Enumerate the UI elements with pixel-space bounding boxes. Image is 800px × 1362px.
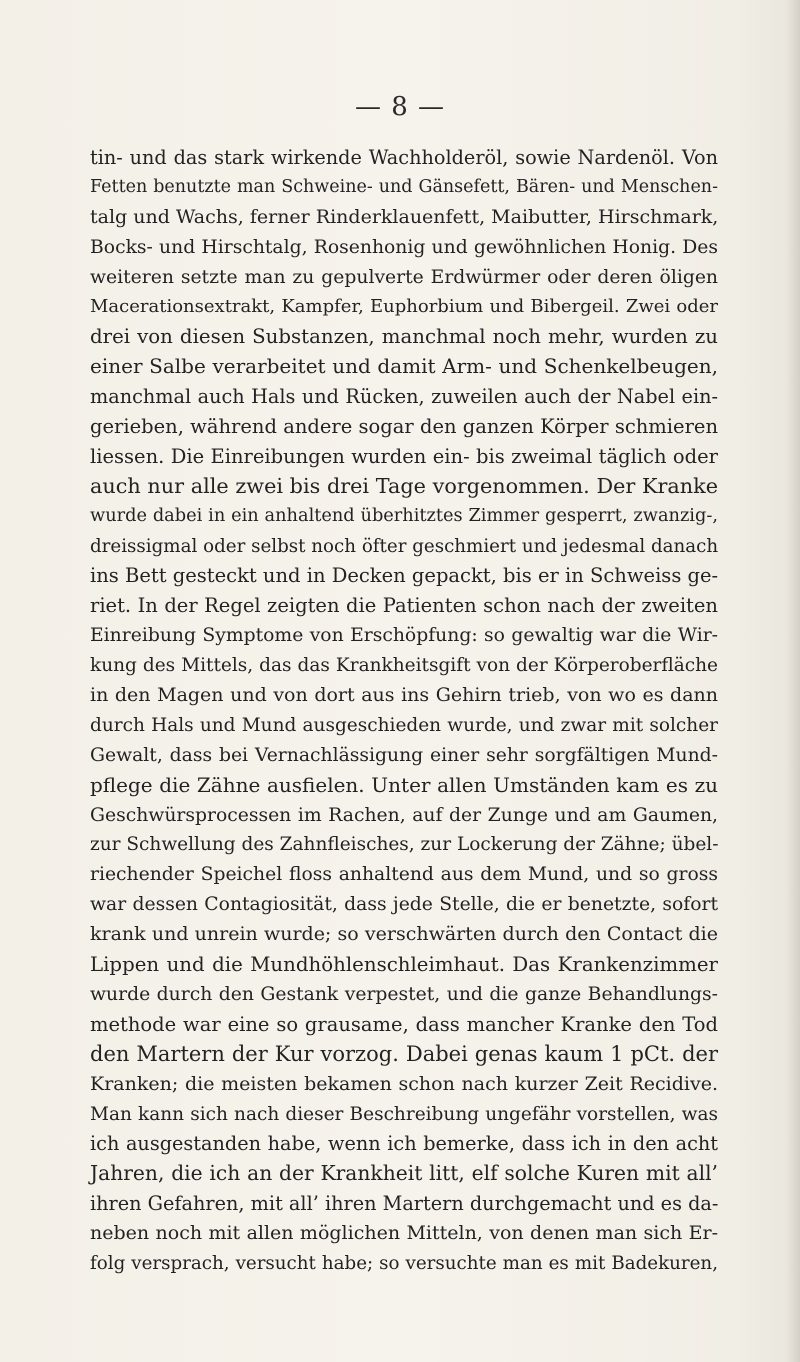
text-line: Macerationsextrakt, Kampfer, Euphorbium und Bibergeil. Zwei oder (90, 296, 718, 318)
text-line: Geschwürsprocessen im Rachen, auf der Zunge und am Gaumen, (90, 804, 718, 826)
text-line: zur Schwellung des Zahnfleisches, zur Lockerung der Zähne; übel- (90, 834, 719, 856)
text-line: pflege die Zähne ausfielen. Unter allen Umständen kam es zu (90, 772, 718, 797)
text-line: ihren Gefahren, mit all’ ihren Martern durchgemacht und es da- (90, 1192, 719, 1216)
text-line: weiteren setzte man zu gepulverte Erdwürmer oder deren öligen (90, 266, 718, 288)
text-line: auch nur alle zwei bis drei Tage vorgenommen. Der Kranke (90, 473, 718, 498)
text-line: liessen. Die Einreibungen wurden ein- bis zweimal täglich oder (90, 444, 718, 468)
text-line: dreissigmal oder selbst noch öfter geschmiert und jedesmal danach (90, 535, 719, 557)
text-line: manchmal auch Hals und Rücken, zuweilen auch der Nabel ein- (90, 385, 718, 409)
text-line: Jahren, die ich an der Krankheit litt, elf solche Kuren mit all’ (90, 1161, 718, 1186)
text-line: ich ausgestanden habe, wenn ich bemerke, dass ich in den acht (90, 1132, 718, 1156)
text-line: folg versprach, versucht habe; so versuchte man es mit Badekuren, (90, 1252, 718, 1274)
text-line: gerieben, während andere sogar den ganzen Körper schmieren (90, 415, 718, 439)
text-line: Gewalt, dass bei Vernachlässigung einer sehr sorgfältigen Mund- (90, 744, 718, 766)
page-number: — 8 — (354, 92, 446, 122)
text-line: talg und Wachs, ferner Rinderklauenfett, Maibutter, Hirschmark, (90, 205, 719, 228)
text-line: in den Magen und von dort aus ins Gehirn trieb, von wo es dann (90, 684, 718, 707)
text-line: neben noch mit allen möglichen Mitteln, von denen man sich Er- (90, 1222, 718, 1245)
text-line: Einreibung Symptome von Erschöpfung: so gewaltig war die Wir- (90, 625, 718, 647)
text-line: Fetten benutzte man Schweine- und Gänsefett, Bären- und Menschen- (90, 176, 718, 197)
text-line: Kranken; die meisten bekamen schon nach kurzer Zeit Recidive. (90, 1072, 718, 1095)
text-line: Bocks- und Hirschtalg, Rosenhonig und gewöhnlichen Honig. Des (90, 236, 718, 258)
text-line: war dessen Contagiosität, dass jede Stelle, die er benetzte, sofort (90, 894, 718, 916)
text-line: den Martern der Kur vorzog. Dabei genas kaum 1 pCt. der (90, 1041, 718, 1066)
text-line: wurde dabei in ein anhaltend überhitztes Zimmer gesperrt, zwanzig-, (90, 505, 718, 526)
text-line: kung des Mittels, das das Krankheitsgift von der Körperoberfläche (90, 655, 718, 677)
text-line: ins Bett gesteckt und in Decken gepackt, bis er in Schweiss ge- (90, 564, 719, 588)
text-line: methode war eine so grausame, dass mancher Kranke den Tod (90, 1012, 718, 1036)
text-line: einer Salbe verarbeitet und damit Arm- und Schenkelbeugen, (90, 354, 718, 379)
text-line: drei von diesen Substanzen, manchmal noch mehr, wurden zu (90, 325, 718, 349)
text-line: wurde durch den Gestank verpestet, und die ganze Behandlungs- (90, 983, 718, 1005)
text-line: krank und unrein wurde; so verschwärten durch den Contact die (90, 923, 718, 946)
text-line: Lippen und die Mundhöhlenschleimhaut. Das Krankenzimmer (90, 953, 718, 977)
text-line: Man kann sich nach dieser Beschreibung ungefähr vorstellen, was (90, 1103, 718, 1125)
text-line: tin- und das stark wirkende Wachholderöl, sowie Nardenöl. Von (90, 146, 718, 169)
text-line: riechender Speichel floss anhaltend aus dem Mund, und so gross (90, 864, 718, 886)
body-text (90, 143, 718, 1279)
text-line: durch Hals und Mund ausgeschieden wurde, und zwar mit solcher (90, 714, 718, 736)
page-edge-shadow (786, 0, 800, 1362)
text-line: riet. In der Regel zeigten die Patienten schon nach der zweiten (90, 594, 718, 618)
